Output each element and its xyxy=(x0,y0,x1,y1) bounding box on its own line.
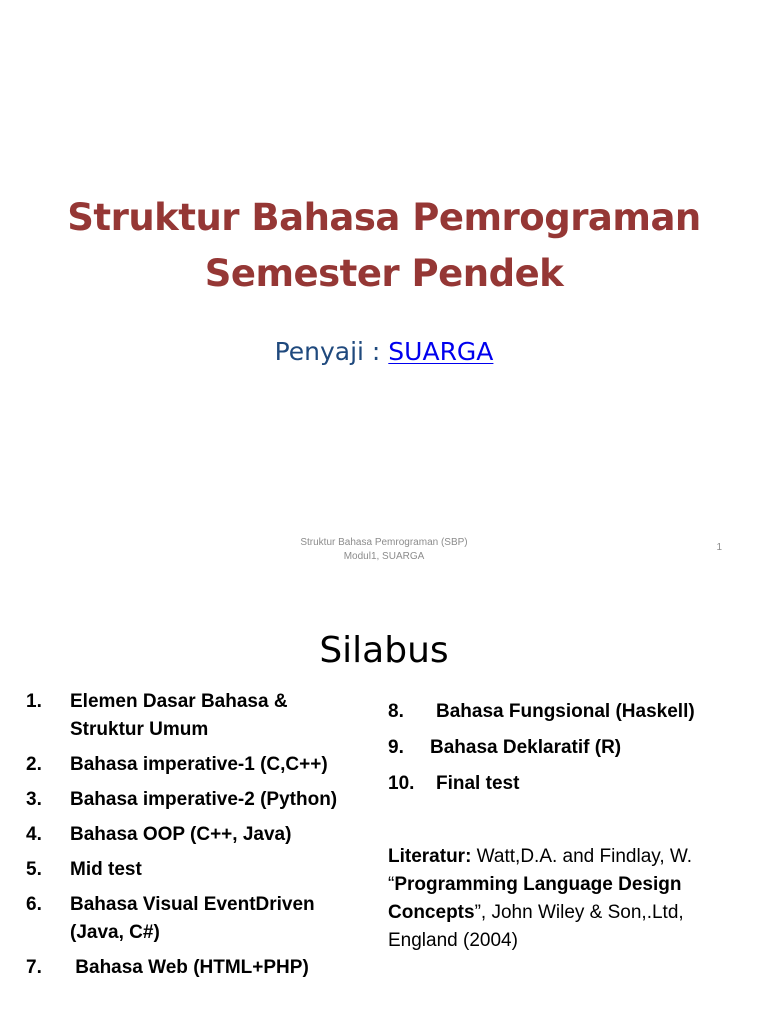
list-item-number: 8. xyxy=(388,701,404,722)
list-item-text: Bahasa imperative-1 (C,C++) xyxy=(70,754,328,775)
slide-footer xyxy=(234,536,534,564)
list-item xyxy=(26,821,396,849)
list-item-text: Bahasa Deklaratif (R) xyxy=(430,737,622,758)
literature-publisher: ”, John Wiley & Son,.Ltd, England (2004) xyxy=(388,902,684,951)
literature-reference xyxy=(388,843,748,955)
syllabus-list-left xyxy=(26,688,396,989)
slide-title-line-1: Struktur Bahasa Pemrograman xyxy=(67,196,701,239)
presenter-line xyxy=(0,332,768,372)
list-item-number: 3. xyxy=(26,789,42,810)
syllabus-list-right xyxy=(388,698,758,806)
literature-book-title: Programming Language Design Concepts xyxy=(388,874,682,923)
footer-line-2: Modul1, SUARGA xyxy=(343,551,425,562)
list-item xyxy=(388,770,758,798)
list-item-text: Bahasa Fungsional (Haskell) xyxy=(436,701,695,722)
list-item-text: Bahasa imperative-2 (Python) xyxy=(70,789,338,810)
literature-label: Literatur: xyxy=(388,846,472,867)
list-item xyxy=(26,856,396,884)
list-item xyxy=(26,786,396,814)
list-item-number: 4. xyxy=(26,824,42,845)
list-item-text: Bahasa Web (HTML+PHP) xyxy=(70,957,309,978)
list-item-number: 7. xyxy=(26,957,42,978)
slide-2 xyxy=(0,576,768,1024)
list-item-number: 1. xyxy=(26,691,42,712)
list-item xyxy=(26,688,396,744)
footer-line-1: Struktur Bahasa Pemrograman (SBP) xyxy=(300,537,468,548)
presenter-label: Penyaji : xyxy=(274,337,389,366)
list-item-number: 6. xyxy=(26,894,42,915)
list-item-number: 5. xyxy=(26,859,42,880)
list-item-text: Bahasa OOP (C++, Java) xyxy=(70,824,292,845)
syllabus-title: Silabus xyxy=(319,630,449,671)
list-item-text: Mid test xyxy=(70,859,142,880)
list-item-text-continued: (Java, C#) xyxy=(70,922,160,943)
literature-authors: Watt,D.A. and Findlay, W. “ xyxy=(388,846,693,895)
list-item-text: Final test xyxy=(436,773,520,794)
slide-number: 1 xyxy=(716,542,722,553)
list-item-text-continued: Struktur Umum xyxy=(70,719,209,740)
list-item xyxy=(26,891,396,947)
list-item-text: Bahasa Visual EventDriven xyxy=(70,894,315,915)
list-item xyxy=(26,751,396,779)
list-item-text: Elemen Dasar Bahasa & xyxy=(70,691,288,712)
slide-title xyxy=(0,190,768,302)
list-item-number: 2. xyxy=(26,754,42,775)
list-item-number: 9. xyxy=(388,737,404,758)
slide-title-line-2: Semester Pendek xyxy=(204,252,564,295)
list-item-number: 10. xyxy=(388,773,415,794)
list-item xyxy=(388,734,758,762)
list-item xyxy=(388,698,758,726)
list-item xyxy=(26,954,396,982)
presenter-link[interactable]: SUARGA xyxy=(388,337,494,366)
